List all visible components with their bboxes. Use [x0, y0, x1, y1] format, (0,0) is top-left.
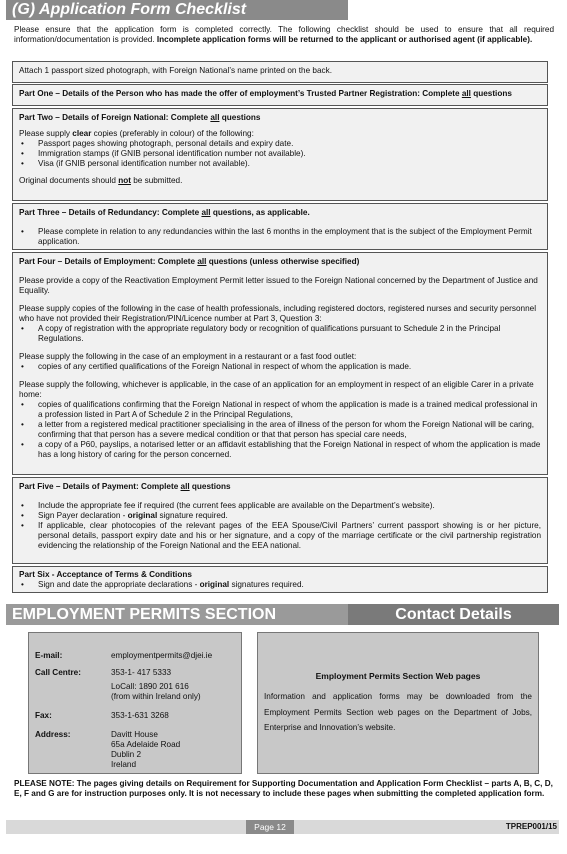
- part-four-box: [12, 252, 548, 475]
- part-four-health: Please supply copies of the following in the case of health professionals, including registered doctors, registered nurses and security personnel who have not provided their Registration/PIN/Licence number at Part 3, Question 3:: [19, 304, 537, 323]
- part-two-title-text: Part Two – Details of Foreign National: Complete: [19, 113, 211, 122]
- part-three-title: [19, 208, 541, 218]
- list-item: [19, 511, 541, 521]
- section-title: EMPLOYMENT PERMITS SECTION: [12, 606, 277, 623]
- locall-number: LoCall: 1890 201 616: [111, 682, 189, 691]
- part-six-title: Part Six - Acceptance of Terms & Conditions: [19, 570, 192, 579]
- part-four-carer-list: [19, 400, 541, 460]
- list-item: • A copy of registration with the appropriate regulatory body or recognition of qualifications pursuant to Schedule 2 in the Principal Regulations.: [19, 324, 541, 344]
- part-five-list: [19, 501, 541, 551]
- part-two-title: [19, 113, 541, 123]
- contact-banner: [348, 604, 559, 625]
- part-five-title: [19, 482, 541, 492]
- declaration-original: original: [199, 580, 230, 589]
- address-line: Davitt House: [111, 730, 158, 739]
- declaration-text-end: signatures required.: [229, 580, 304, 589]
- part-four-restaurant: Please supply the following in the case of an employment in a restaurant or a fast food outlet:: [19, 352, 357, 361]
- part-two-clear: clear: [72, 129, 92, 138]
- part-one-box: [12, 84, 548, 106]
- part-one-title-text: Part One – Details of the Person who has made the offer of employment’s Trusted Partner Registration: Complete: [19, 89, 462, 98]
- list-item: • a letter from a registered medical practitioner specialising in the area of illness of the person for whom the Foreign National will be caring, confirming that that person has a severe medical condition or that that person has special care needs,: [19, 420, 541, 440]
- section-banner: [6, 604, 348, 625]
- email-link[interactable]: employmentpermits@djei.ie: [111, 651, 213, 660]
- part-two-intro-end: copies (preferably in colour) of the following:: [91, 129, 254, 138]
- form-code: TPREP001/15: [505, 822, 557, 831]
- address-lines: [111, 730, 241, 770]
- part-two-not: not: [118, 176, 131, 185]
- part-two-intro: [19, 129, 541, 139]
- part-six-box: [12, 566, 548, 593]
- intro-paragraph: [14, 25, 554, 45]
- part-six-list: [19, 580, 541, 590]
- list-item: • Include the appropriate fee if required (the current fees applicable are available on the Department’s website).: [19, 501, 541, 511]
- list-item: • If applicable, clear photocopies of the relevant pages of the EEA Spouse/Civil Partners’ current passport showing is or her picture, personal details, passport expiry date and his or her signature, and a copy of the marriage certificate or the civil partnership registration evidencing the relationship of the Foreign National and the EEA national.: [19, 521, 541, 551]
- part-one-title: [19, 89, 541, 99]
- list-item: • copies of qualifications confirming that the Foreign National in respect of whom the application is made is a trained medical professional in a profession listed in Part A of Schedule 2 in the Principal Regulations,: [19, 400, 541, 420]
- part-four-health-list: [19, 324, 541, 344]
- photo-box: [12, 61, 548, 83]
- part-three-list: [19, 227, 541, 247]
- part-four-restaurant-list: [19, 362, 541, 372]
- part-four-carer: Please supply the following, whichever is applicable, in the case of an application for an employment in respect of an eligible Carer in a private home:: [19, 380, 534, 399]
- payer-text: Sign Payer declaration -: [38, 511, 128, 520]
- payer-text-end: signature required.: [157, 511, 228, 520]
- fax-number: 353-1-631 3268: [111, 711, 169, 720]
- intro-warning: Incomplete application forms will be returned to the applicant or authorised agent (if applicable).: [156, 35, 533, 44]
- call-centre-values: [111, 668, 241, 702]
- part-two-title-end: questions: [219, 113, 261, 122]
- list-item: • Please complete in relation to any redundancies within the last 6 months in the employment that is the subject of the Employment Permit application.: [19, 227, 541, 247]
- list-item: • Passport pages showing photograph, personal details and expiry date.: [19, 139, 541, 149]
- address-label: Address:: [35, 730, 71, 739]
- contact-details-panel: [28, 632, 242, 774]
- web-pages-title: Employment Permits Section Web pages: [315, 671, 481, 681]
- list-item: • copies of any certified qualifications of the Foreign National in respect of whom the application is made.: [19, 362, 541, 372]
- part-four-title: [19, 257, 541, 267]
- part-four-all: all: [197, 257, 207, 266]
- part-three-all: all: [201, 208, 211, 217]
- please-note: PLEASE NOTE: The pages giving details on Requirement for Supporting Documentation and Application Form Checklist – parts A, B, C, D, E, F and G are for instruction purposes only. It is not necessary to include these pages when submitting the completed application form.: [14, 779, 553, 798]
- locall-note: (from within Ireland only): [111, 692, 201, 701]
- part-five-box: [12, 477, 548, 564]
- photo-instruction: Attach 1 passport sized photograph, with Foreign National’s name printed on the back.: [19, 66, 332, 75]
- list-item: • Visa (if GNIB personal identification number not available).: [19, 159, 541, 169]
- part-five-title-end: questions: [189, 482, 231, 491]
- part-two-intro-text: Please supply: [19, 129, 73, 138]
- email-label: E-mail:: [35, 651, 63, 660]
- part-five-title-text: Part Five – Details of Payment: Complete: [19, 482, 181, 491]
- part-two-originals-note: [19, 176, 541, 186]
- web-pages-panel: [257, 632, 539, 774]
- part-two-note-text: Original documents should: [19, 176, 119, 185]
- part-five-all: all: [180, 482, 190, 491]
- intro-text: Please ensure that the application form is completed correctly. The following checklist should be used to ensure that all required information/documentation is provided.: [14, 25, 554, 44]
- call-centre-number: 353-1- 417 5333: [111, 668, 172, 677]
- contact-title: Contact Details: [395, 606, 512, 623]
- checklist-header-bar: [6, 0, 348, 20]
- call-centre-label: Call Centre:: [35, 668, 81, 677]
- part-two-all: all: [210, 113, 220, 122]
- declaration-text: Sign and date the appropriate declarations -: [38, 580, 200, 589]
- part-two-box: [12, 108, 548, 201]
- payer-original: original: [127, 511, 158, 520]
- list-item: • a copy of a P60, payslips, a notarised letter or an affidavit establishing that the Foreign National in respect of whom the application is made has a long history of caring for the person concerned.: [19, 440, 541, 460]
- part-three-title-end: questions, as applicable.: [210, 208, 310, 217]
- list-item: • Immigration stamps (if GNIB personal identification number not available).: [19, 149, 541, 159]
- part-three-title-text: Part Three – Details of Redundancy: Complete: [19, 208, 202, 217]
- address-line: 65a Adelaide Road: [111, 740, 181, 749]
- fax-label: Fax:: [35, 711, 52, 720]
- part-two-note-end: be submitted.: [130, 176, 183, 185]
- part-four-title-end: questions (unless otherwise specified): [206, 257, 360, 266]
- address-line: Ireland: [111, 760, 137, 769]
- list-item: [19, 580, 541, 590]
- page-title: (G) Application Form Checklist: [12, 1, 247, 18]
- web-pages-text: Information and application forms may be downloaded from the Employment Permits Section web pages on the Department of Jobs, Enterprise and Innovation’s website.: [264, 692, 532, 733]
- part-three-box: [12, 203, 548, 250]
- part-one-all: all: [461, 89, 471, 98]
- part-one-title-end: questions: [470, 89, 512, 98]
- part-two-list: [19, 139, 541, 169]
- address-line: Dublin 2: [111, 750, 142, 759]
- part-four-reactivation: Please provide a copy of the Reactivation Employment Permit letter issued to the Foreign National concerned by the Department of Justice and Equality.: [19, 276, 538, 295]
- part-four-title-text: Part Four – Details of Employment: Complete: [19, 257, 198, 266]
- page-number: Page 12: [246, 820, 294, 834]
